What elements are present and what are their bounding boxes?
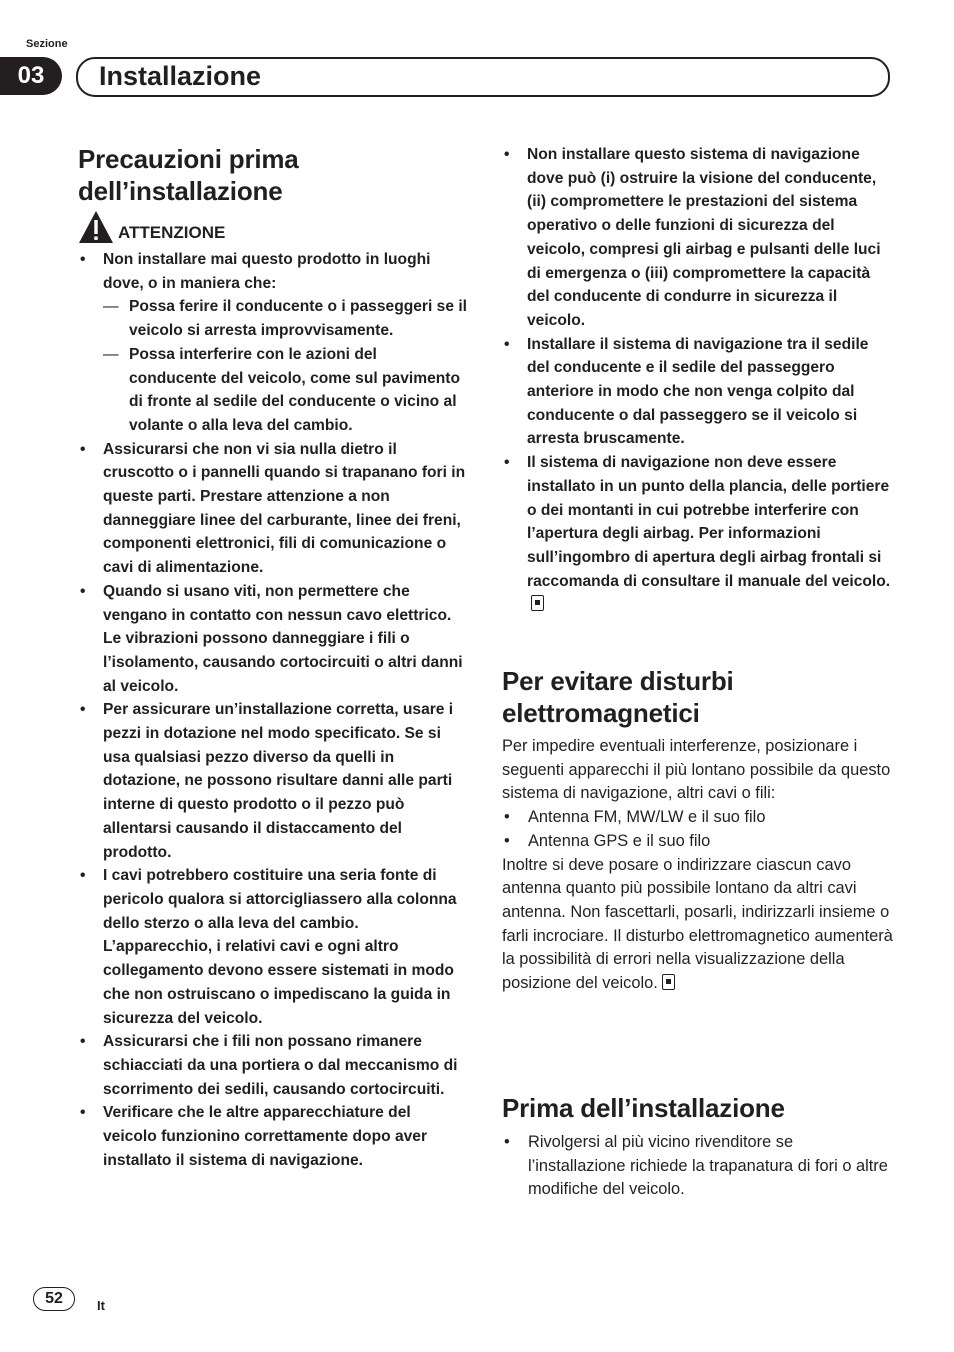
heading-before-installation: Prima dell’installazione bbox=[502, 1093, 785, 1123]
list-item-text: Il sistema di navigazione non deve essere installato in un punto della plancia, delle portiere o dei montanti in cui potrebbe interferire con l’apertura degli airbag. Per informazioni sull’ingombro di apertura degli airbag frontali si raccomanda di consultare il manuale del veicolo. bbox=[527, 454, 891, 590]
section-number-badge: 03 bbox=[0, 57, 62, 95]
list-item: • Assicurarsi che i fili non possano rimanere schiacciati da una portiera o dal meccanismo di scorrimento dei sedili, causando cortocircuiti. bbox=[78, 1030, 468, 1101]
intro-paragraph: Per impedire eventuali interferenze, posizionare i seguenti apparecchi il più lontano possibile da questo sistema di navigazione, altri cavi o fili: bbox=[502, 737, 891, 803]
list-item: • Installare il sistema di navigazione tra il sedile del conducente e il sedile del passeggero anteriore in modo che non venga colpito dal conducente o dal passeggero se il veicolo si arresta bruscamente. bbox=[502, 333, 894, 452]
section-label: Sezione bbox=[26, 38, 68, 50]
list-item: • I cavi potrebbero costituire una seria fonte di pericolo qualora si attorcigliassero alla colonna dello sterzo o alla leva del cambio. L’apparecchio, i relativi cavi e ogni altro collegamento devono essere sistemati in modo che non ostruiscano o impediscano la guida in sicurezza del veicolo. bbox=[78, 864, 468, 1030]
list-item: • Antenna GPS e il suo filo bbox=[502, 830, 894, 854]
list-item bbox=[78, 248, 468, 438]
heading-electromagnetic: Per evitare disturbi elettromagnetici bbox=[502, 666, 734, 728]
heading-precautions: Precauzioni prima dell’installazione bbox=[78, 144, 299, 206]
caution-label: ATTENZIONE bbox=[118, 223, 226, 242]
caution-block bbox=[78, 210, 468, 244]
outro-text: Inoltre si deve posare o indirizzare ciascun cavo antenna quanto più possibile lontano da altri cavi antenna. Non fascettarli, posarli, indirizzarli insieme o farli incrociare. Il disturbo elettromagnetico aumenterà la possibilità di errori nella visualizzazione della posizione del veicolo. bbox=[502, 855, 893, 993]
before-installation-section bbox=[502, 1131, 894, 1202]
list-item: • Non installare questo sistema di navigazione dove può (i) ostruire la visione del conducente, (ii) compromettere le prestazioni del sistema operativo o delle funzioni di sicurezza del veicolo, compresi gli airbag e pulsanti delle luci di emergenza o (iii) compromettere la capacità del conducente di condurre in sicurezza il veicolo. bbox=[502, 143, 894, 333]
list-item: • Assicurarsi che non vi sia nulla dietro il cruscotto o i pannelli quando si trapanano fori in queste parti. Prestare attenzione a non danneggiare linee del carburante, linee dei freni, componenti elettronici, fili di comunicazione o cavi di alimentazione. bbox=[78, 438, 468, 580]
sub-list-item: — Possa interferire con le azioni del conducente del veicolo, come sul pavimento di fronte al sedile del conducente o vicino al volante o alla leva del cambio. bbox=[103, 343, 468, 438]
precautions-list bbox=[78, 248, 468, 1172]
list-item: • Antenna FM, MW/LW e il suo filo bbox=[502, 806, 894, 830]
list-item: • Per assicurare un’installazione corretta, usare i pezzi in dotazione nel modo specificato. Se si usa qualsiasi pezzo diverso da quelli in dotazione, ne possono risultare danni alle parti interne di questo prodotto o il pezzo può allentarsi causando il distaccamento del prodotto. bbox=[78, 698, 468, 864]
electromagnetic-section bbox=[502, 735, 894, 996]
outro-paragraph bbox=[502, 854, 894, 996]
list-item-text: Non installare mai questo prodotto in luoghi dove, o in maniera che: bbox=[103, 251, 431, 292]
language-code: It bbox=[97, 1298, 105, 1313]
sub-list-item: — Possa ferire il conducente o i passeggeri se il veicolo si arresta improvvisamente. bbox=[103, 295, 468, 342]
section-title: Installazione bbox=[99, 61, 262, 91]
warning-icon bbox=[78, 210, 114, 244]
end-of-section-icon bbox=[531, 595, 544, 611]
end-of-section-icon bbox=[662, 974, 675, 990]
precautions-list-continued bbox=[502, 143, 894, 617]
list-item: • Verificare che le altre apparecchiature del veicolo funzionino correttamente dopo aver installato il sistema di navigazione. bbox=[78, 1101, 468, 1172]
list-item: • Rivolgersi al più vicino rivenditore se l’installazione richiede la trapanatura di fori o altre modifiche del veicolo. bbox=[502, 1131, 894, 1202]
page-number: 52 bbox=[33, 1287, 75, 1311]
list-item bbox=[502, 451, 894, 617]
list-item: • Quando si usano viti, non permettere che vengano in contatto con nessun cavo elettrico. Le vibrazioni possono danneggiare i fili o l’isolamento, causando cortocircuiti o altri danni al veicolo. bbox=[78, 580, 468, 699]
